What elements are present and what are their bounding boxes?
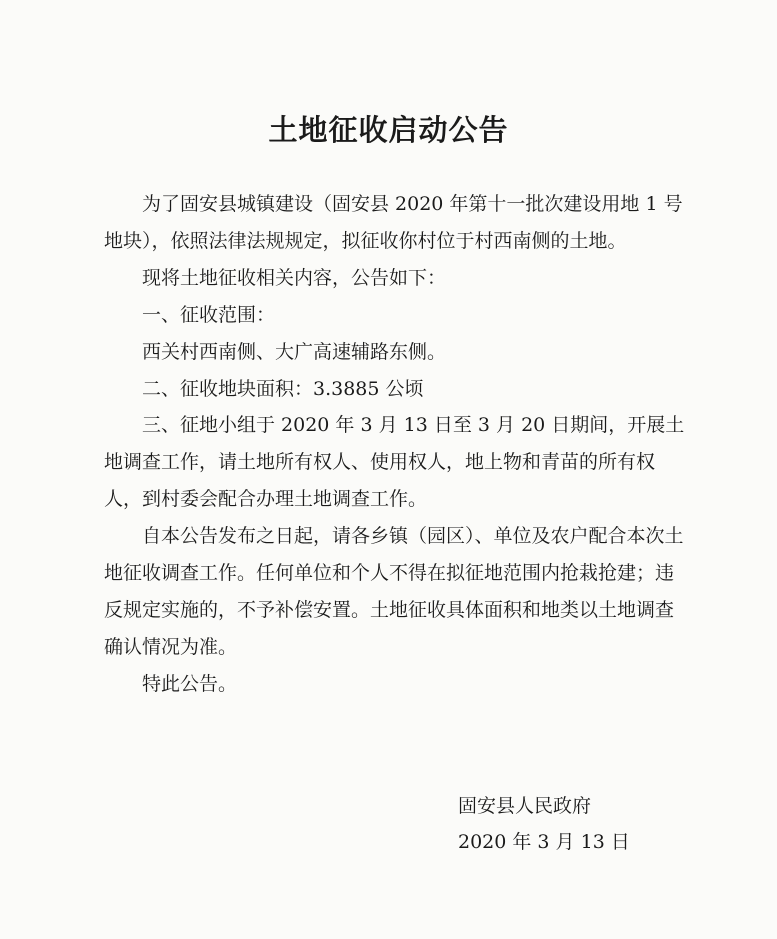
paragraph-notice: 自本公告发布之日起，请各乡镇（园区）、单位及农户配合本次土地征收调查工作。任何单位和个人不得在拟征地范围内抢栽抢建；违反规定实施的，不予补偿安置。土地征收具体面积和地类以土地调查确认情况为准。 xyxy=(104,525,684,658)
paragraph-closing: 特此公告。 xyxy=(142,672,238,695)
section-scope-heading: 一、征收范围： xyxy=(142,303,276,326)
section-survey: 三、征地小组于 2020 年 3 月 13 日至 3 月 20 日期间，开展土地调查工作，请土地所有权人、使用权人，地上物和青苗的所有权人，到村委会配合办理土地调查工作。 xyxy=(104,414,685,511)
section-scope-content: 西关村西南侧、大广高速辅路东侧。 xyxy=(142,340,447,363)
section-area: 二、征收地块面积：3.3885 公顷 xyxy=(142,377,424,400)
issuer-name: 固安县人民政府 xyxy=(458,795,592,817)
signature-block xyxy=(458,788,630,860)
paragraph-intro: 为了固安县城镇建设（固安县 2020 年第十一批次建设用地 1 号地块），依照法律法规规定，拟征收你村位于村西南侧的土地。 xyxy=(104,193,683,252)
issue-date: 2020 年 3 月 13 日 xyxy=(458,831,630,853)
paragraph-announcement: 现将土地征收相关内容，公告如下： xyxy=(142,266,447,289)
document-title: 土地征收启动公告 xyxy=(268,113,509,147)
document-body xyxy=(104,186,692,703)
